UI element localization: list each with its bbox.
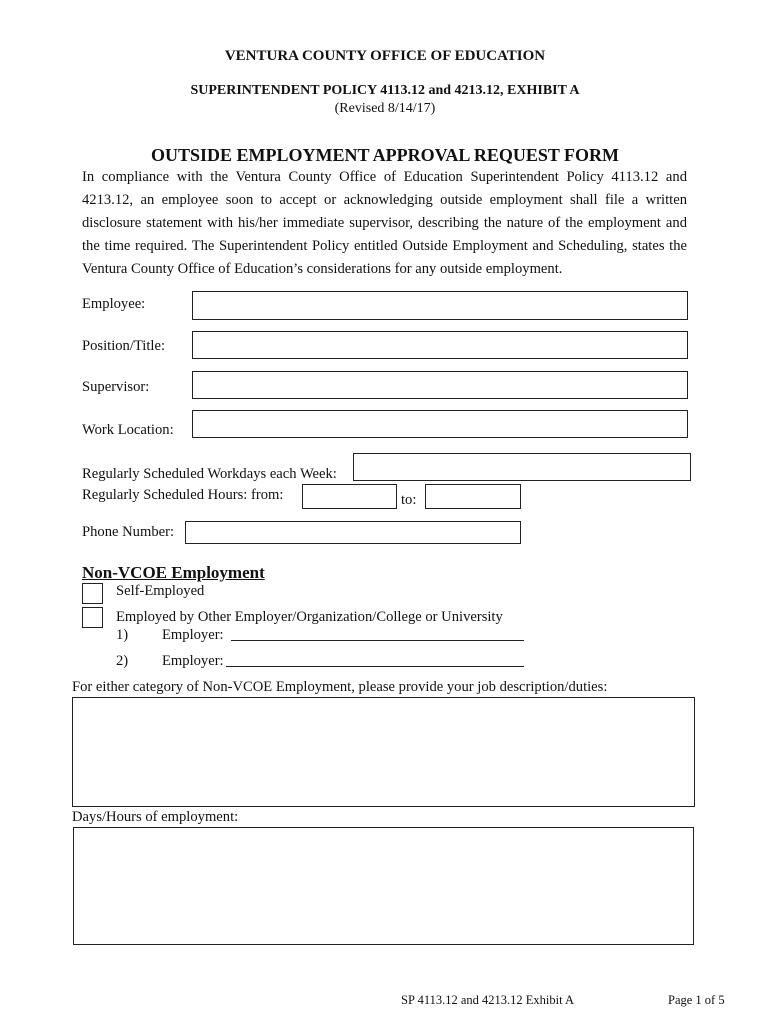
work-location-field[interactable] xyxy=(192,410,688,438)
supervisor-label: Supervisor: xyxy=(82,379,150,395)
employee-label: Employee: xyxy=(82,296,146,312)
org-heading: VENTURA COUNTY OFFICE OF EDUCATION xyxy=(224,48,546,64)
policy-heading: SUPERINTENDENT POLICY 4113.12 and 4213.12, EXHIBIT A xyxy=(190,83,580,98)
supervisor-field[interactable] xyxy=(192,371,688,399)
phone-field[interactable] xyxy=(185,521,521,544)
self-employed-label: Self-Employed xyxy=(116,583,205,599)
days-hours-prompt: Days/Hours of employment: xyxy=(72,809,239,825)
workdays-field[interactable] xyxy=(353,453,691,481)
form-title: OUTSIDE EMPLOYMENT APPROVAL REQUEST FORM xyxy=(150,145,620,165)
job-description-box[interactable] xyxy=(72,697,695,807)
other-employer-label: Employed by Other Employer/Organization/College or University xyxy=(116,609,503,625)
intro-paragraph: In compliance with the Ventura County Office of Education Superintendent Policy 4113.12 and 4213.12, an employee soon to accept or acknowledging outside employment shall file a written disclosure statement with his/her immediate supervisor, describing the nature of the employment and the time required. The Superintendent Policy entitled Outside Employment and Scheduling, states the Ventura County Office of Education’s considerations for any outside employment. xyxy=(82,169,687,277)
employer1-line[interactable] xyxy=(231,640,524,641)
employer1-label: Employer: xyxy=(162,627,224,643)
footer-page-number: Page 1 of 5 xyxy=(668,993,725,1007)
position-field[interactable] xyxy=(192,331,688,359)
hours-to-field[interactable] xyxy=(425,484,521,509)
footer-doc-ref: SP 4113.12 and 4213.12 Exhibit A xyxy=(401,993,575,1007)
employee-field[interactable] xyxy=(192,291,688,320)
work-location-label: Work Location: xyxy=(82,422,174,438)
job-description-prompt: For either category of Non-VCOE Employment, please provide your job description/duties: xyxy=(72,679,608,695)
hours-from-field[interactable] xyxy=(302,484,397,509)
non-vcoe-title: Non-VCOE Employment xyxy=(82,563,265,582)
employer2-number: 2) xyxy=(116,653,129,669)
revised-date: (Revised 8/14/17) xyxy=(334,101,436,116)
hours-label: Regularly Scheduled Hours: from: xyxy=(82,487,284,503)
other-employer-checkbox[interactable] xyxy=(82,607,103,628)
self-employed-checkbox[interactable] xyxy=(82,583,103,604)
phone-label: Phone Number: xyxy=(82,524,175,540)
workdays-label: Regularly Scheduled Workdays each Week: xyxy=(82,466,337,482)
employer1-number: 1) xyxy=(116,627,129,643)
hours-to-label: to: xyxy=(401,492,417,508)
employer2-label: Employer: xyxy=(162,653,224,669)
position-label: Position/Title: xyxy=(82,338,166,354)
employer2-line[interactable] xyxy=(226,666,524,667)
days-hours-box[interactable] xyxy=(73,827,694,945)
